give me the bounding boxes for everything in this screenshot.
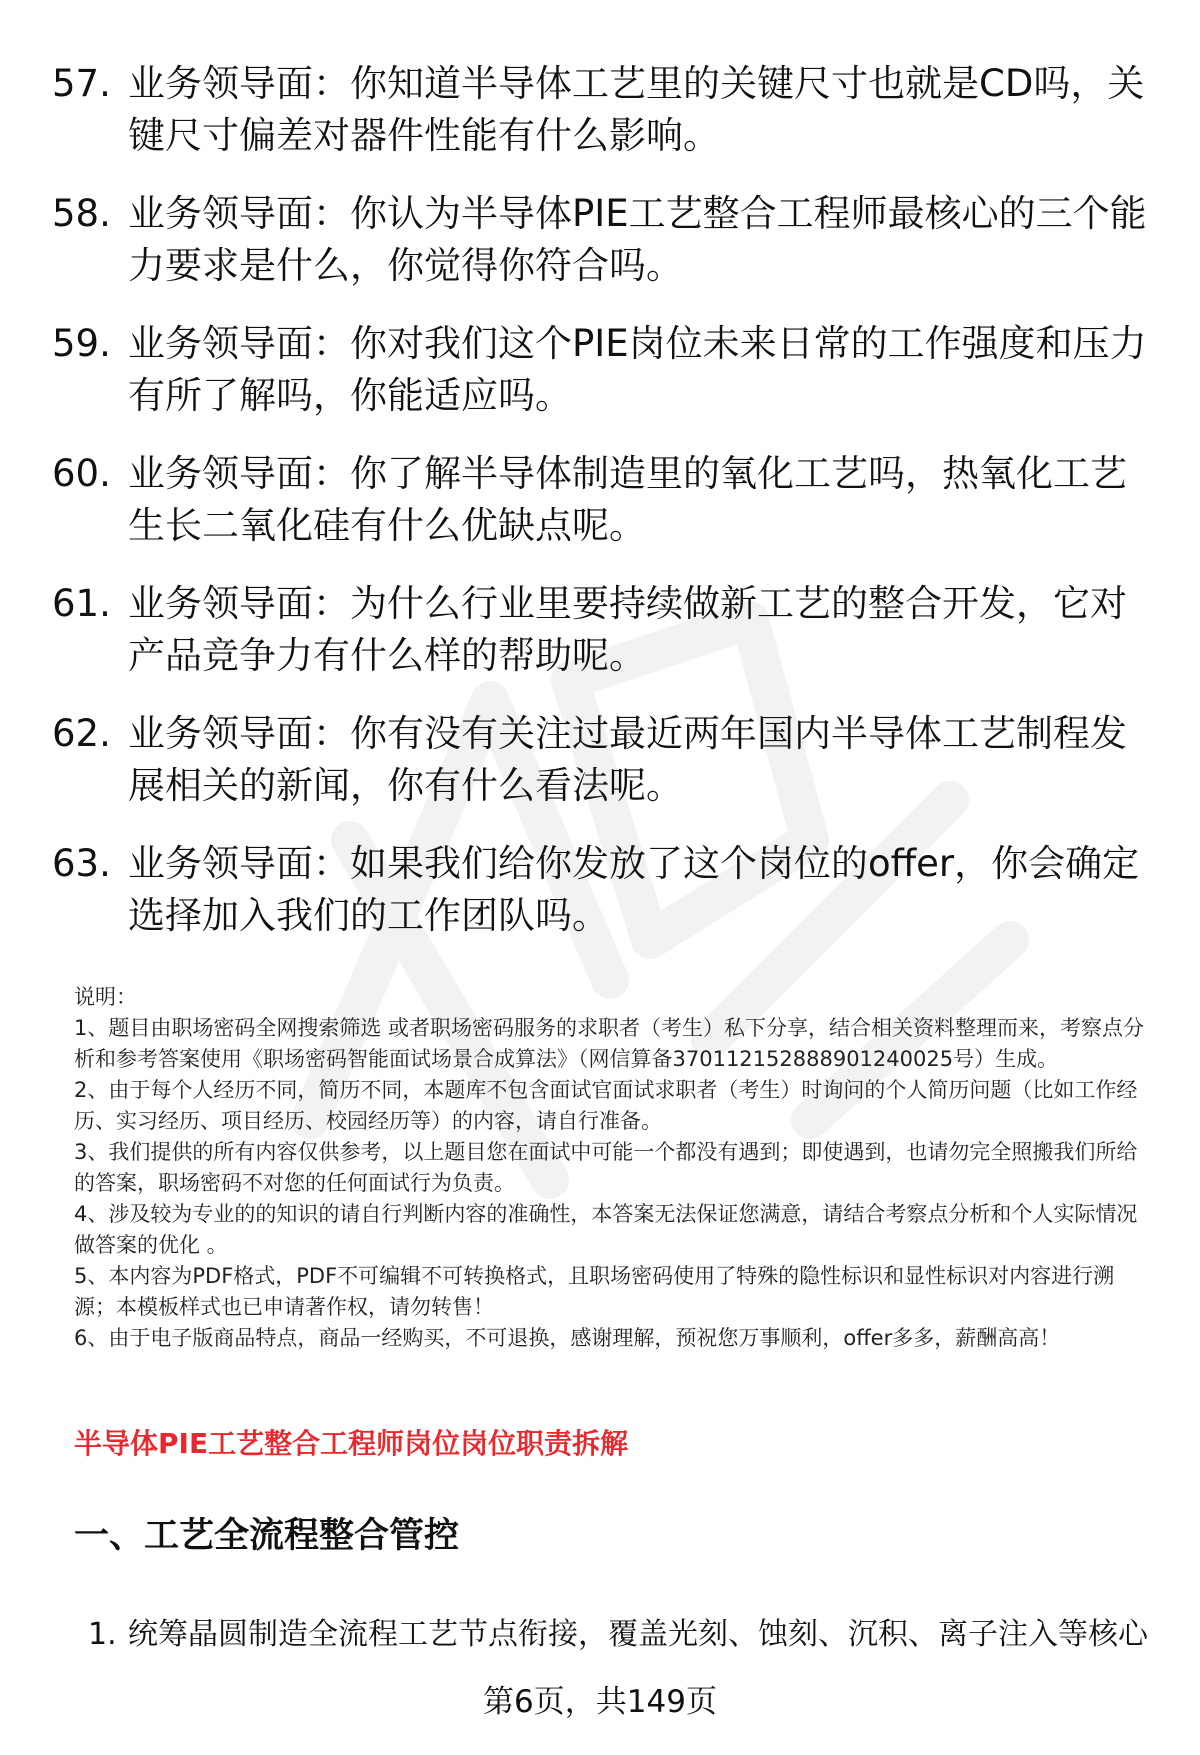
question-number: 58.	[52, 192, 111, 235]
question-item	[52, 838, 1162, 942]
question-number: 61.	[52, 582, 111, 625]
question-list	[52, 58, 1162, 968]
page-number: 第6页，共149页	[483, 1684, 717, 1720]
section-title: 半导体PIE工艺整合工程师岗位岗位职责拆解	[74, 1427, 629, 1460]
question-item	[52, 578, 1162, 682]
note-item: 3、我们提供的所有内容仅供参考，以上题目您在面试中可能一个都没有遇到；即使遇到，也请勿完全照搬我们所给的答案，职场密码不对您的任何面试行为负责。	[74, 1140, 1138, 1195]
notes-title: 说明：	[74, 985, 137, 1009]
notes-block	[74, 982, 1154, 1354]
note-item: 6、由于电子版商品特点，商品一经购买，不可退换，感谢理解，预祝您万事顺利，offer多多，薪酬高高！	[74, 1326, 1061, 1350]
question-number: 60.	[52, 452, 111, 495]
question-text: 业务领导面：如果我们给你发放了这个岗位的offer，你会确定选择加入我们的工作团队吗。	[128, 842, 1140, 937]
question-number: 59.	[52, 322, 111, 365]
duty-text: 统筹晶圆制造全流程工艺节点衔接，覆盖光刻、蚀刻、沉积、离子注入等核心	[128, 1617, 1148, 1652]
question-text: 业务领导面：你有没有关注过最近两年国内半导体工艺制程发展相关的新闻，你有什么看法呢。	[128, 712, 1127, 807]
question-text: 业务领导面：为什么行业里要持续做新工艺的整合开发，它对产品竞争力有什么样的帮助呢。	[128, 582, 1127, 677]
duty-number: 1.	[88, 1617, 117, 1652]
question-item	[52, 58, 1162, 162]
note-item: 1、题目由职场密码全网搜索筛选 或者职场密码服务的求职者（考生）私下分享，结合相关资料整理而来，考察点分析和参考答案使用《职场密码智能面试场景合成算法》（网信算备370112152888901240025号）生成。	[74, 1016, 1145, 1071]
duty-item	[88, 1613, 1168, 1657]
question-item	[52, 448, 1162, 552]
note-item: 4、涉及较为专业的的知识的请自行判断内容的准确性，本答案无法保证您满意，请结合考察点分析和个人实际情况做答案的优化 。	[74, 1202, 1138, 1257]
question-number: 57.	[52, 62, 111, 105]
note-item: 2、由于每个人经历不同，简历不同，本题库不包含面试官面试求职者（考生）时询问的个人简历问题（比如工作经历、实习经历、项目经历、校园经历等）的内容，请自行准备。	[74, 1078, 1138, 1133]
question-item	[52, 188, 1162, 292]
question-item	[52, 708, 1162, 812]
question-text: 业务领导面：你认为半导体PIE工艺整合工程师最核心的三个能力要求是什么，你觉得你符合吗。	[128, 192, 1147, 287]
question-text: 业务领导面：你知道半导体工艺里的关键尺寸也就是CD吗，关键尺寸偏差对器件性能有什么影响。	[128, 62, 1145, 157]
question-text: 业务领导面：你了解半导体制造里的氧化工艺吗，热氧化工艺生长二氧化硅有什么优缺点呢。	[128, 452, 1127, 547]
section-heading: 一、工艺全流程整合管控	[74, 1516, 460, 1556]
question-number: 63.	[52, 842, 111, 885]
question-number: 62.	[52, 712, 111, 755]
note-item: 5、本内容为PDF格式，PDF不可编辑不可转换格式，且职场密码使用了特殊的隐性标识和显性标识对内容进行溯源；本模板样式也已申请著作权，请勿转售！	[74, 1264, 1115, 1319]
question-item	[52, 318, 1162, 422]
question-text: 业务领导面：你对我们这个PIE岗位未来日常的工作强度和压力有所了解吗，你能适应吗。	[128, 322, 1147, 417]
